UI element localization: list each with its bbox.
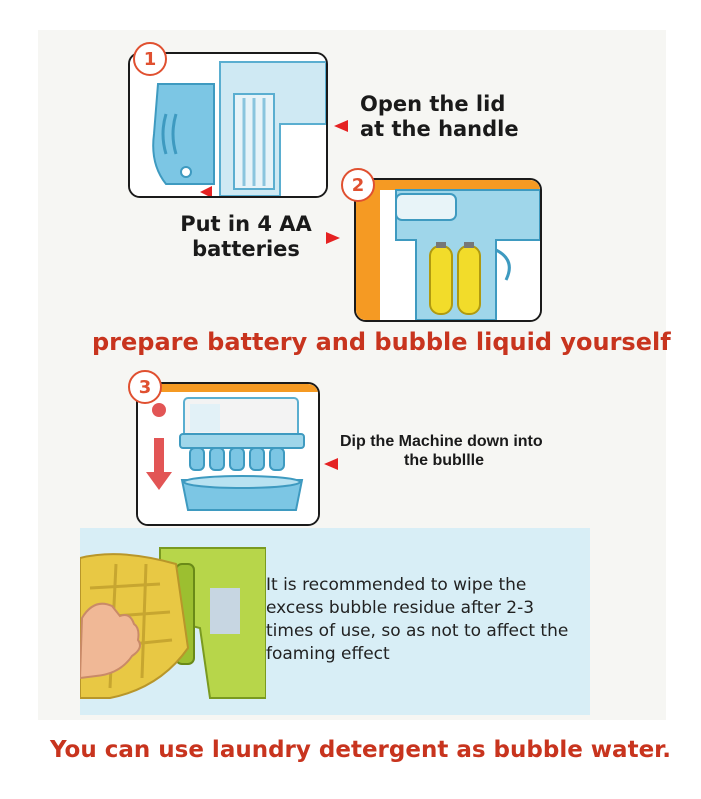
step-3-caption-line-2: the bubllle <box>404 452 484 470</box>
step-3-pointer-arrow <box>324 458 338 470</box>
step-1-number-badge: 1 <box>133 42 167 76</box>
step-3-caption-line-1: Dip the Machine down into <box>340 433 543 450</box>
step-1-caption-line-1: Open the lid <box>360 92 506 116</box>
step-3-caption <box>340 432 580 470</box>
step-1-pointer-arrow <box>334 120 348 132</box>
footer-note: You can use laundry detergent as bubble water. <box>50 737 671 763</box>
cleaning-tip-text: It is recommended to wipe the excess bubble residue after 2-3 times of use, so as not to affect the foaming effect <box>266 575 569 665</box>
step-3-image-frame <box>136 382 320 526</box>
step-2-caption-line-2: batteries <box>192 237 300 262</box>
step-2-caption <box>176 212 316 262</box>
step-1-caption <box>360 92 519 142</box>
step-2-caption-line-1: Put in 4 AA <box>180 212 312 236</box>
cleaning-tip-box <box>80 528 590 715</box>
step-1-caption-line-2: at the handle <box>360 117 519 142</box>
step-2-pointer-arrow <box>326 232 340 244</box>
step-2-number-badge: 2 <box>341 168 375 202</box>
step-2-image-frame <box>354 178 542 322</box>
prepare-note: prepare battery and bubble liquid yourself <box>92 328 671 356</box>
step-3-number-badge: 3 <box>128 370 162 404</box>
batteries-inserted-illustration <box>356 180 540 320</box>
dip-into-bubble-tray-illustration <box>138 384 318 524</box>
handle-open-illustration <box>130 54 326 196</box>
hand-wiping-illustration <box>80 528 266 715</box>
